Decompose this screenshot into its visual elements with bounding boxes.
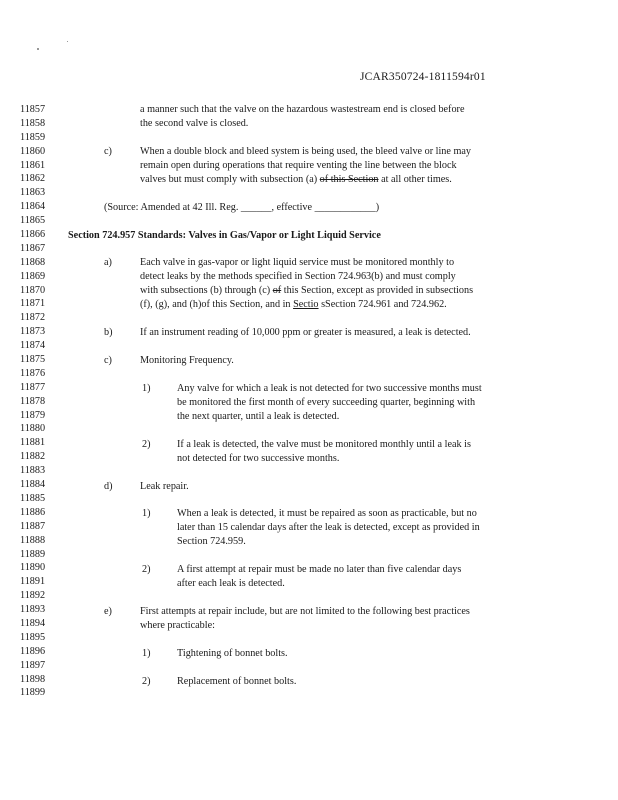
subsection-label: b) [104,327,113,338]
line-number: 11868 [20,256,46,268]
subsection-label: d) [104,481,113,492]
line-number: 11858 [20,117,46,129]
document-id-header: JCAR350724-1811594r01 [360,71,486,83]
line-number: 11863 [20,187,46,199]
line-number: 11857 [20,104,46,115]
paragraph-label: 1) [142,383,151,394]
text-line: Any valve for which a leak is not detected for two successive months must [177,383,482,394]
line-number: 11887 [20,520,46,532]
line-number: 11891 [20,576,46,588]
line-number: 11859 [20,131,46,143]
line-number: 11864 [20,201,46,213]
scan-speck [37,48,39,50]
text-line: When a leak is detected, it must be repaired as soon as practicable, but no [177,508,477,519]
line-number: 11866 [20,229,46,241]
line-number: 11897 [20,659,46,671]
text-line: Each valve in gas-vapor or light liquid service must be monitored monthly to [140,257,455,268]
text-line: the second valve is closed. [140,118,249,129]
paragraph-label: 2) [142,676,151,687]
text-line: Monitoring Frequency. [140,355,234,366]
line-number: 11889 [20,548,46,560]
paragraph-label: 2) [142,439,151,450]
line-number: 11867 [20,242,46,254]
text-line [140,173,452,187]
line-number: 11883 [20,465,46,477]
line-number: 11861 [20,159,46,171]
source-note: (Source: Amended at 42 Ill. Reg. ______, effective ____________) [104,202,380,213]
line-number: 11875 [20,354,46,366]
line-number: 11874 [20,340,46,352]
text-span: sSection 724.961 and 724.962. [318,299,447,310]
line-number: 11865 [20,215,46,227]
line-number: 11882 [20,451,46,463]
text-line: Section 724.959. [177,536,246,547]
struck-text: of this Section [319,174,379,185]
subsection-label: c) [104,146,112,157]
text-line [140,284,473,298]
text-line: not detected for two successive months. [177,453,340,464]
text-line: Leak repair. [140,481,189,492]
line-number: 11880 [20,423,46,435]
line-number: 11870 [20,284,46,296]
line-number: 11881 [20,437,46,449]
line-number: 11888 [20,534,46,546]
line-number: 11872 [20,312,46,324]
text-line: remain open during operations that require venting the line between the block [140,160,457,171]
line-number: 11877 [20,381,46,393]
subsection-label: a) [104,257,112,268]
line-number: 11860 [20,145,46,157]
text-line: If a leak is detected, the valve must be monitored monthly until a leak is [177,439,471,450]
text-line: detect leaks by the methods specified in Section 724.963(b) and must comply [140,271,456,282]
line-number: 11869 [20,270,46,282]
subsection-label: e) [104,606,112,617]
text-span: with subsections (b) through (c) [140,285,273,296]
line-number: 11896 [20,645,46,657]
text-line: later than 15 calendar days after the leak is detected, except as provided in [177,522,480,533]
text-line: a manner such that the valve on the hazardous wastestream end is closed before [140,104,465,115]
line-number: 11876 [20,367,46,379]
text-line: the next quarter, until a leak is detected. [177,411,340,422]
scan-speck [67,41,68,42]
text-line: where practicable: [140,620,215,631]
paragraph-label: 1) [142,508,151,519]
text-line: A first attempt at repair must be made no later than five calendar days [177,564,462,575]
text-line: If an instrument reading of 10,000 ppm or greater is measured, a leak is detected. [140,327,471,338]
line-number: 11871 [20,298,46,310]
line-number: 11885 [20,492,46,504]
line-number-column [20,103,60,700]
subsection-label: c) [104,355,112,366]
text-line: after each leak is detected. [177,578,285,589]
text-line: be monitored the first month of every succeeding quarter, beginning with [177,397,476,408]
line-number: 11873 [20,326,46,338]
line-number: 11899 [20,687,46,699]
text-span: valves but must comply with subsection (a) [140,174,320,185]
line-number: 11895 [20,631,46,643]
paragraph-label: 1) [142,648,151,659]
text-line: First attempts at repair include, but are not limited to the following best practices [140,606,470,617]
line-number: 11898 [20,673,46,685]
text-span: (f), (g), and (h)of this Section, and in [140,299,294,310]
text-span: at all other times. [378,174,452,185]
line-number: 11878 [20,395,46,407]
line-number: 11890 [20,562,46,574]
text-span: this Section, except as provided in subsections [281,285,474,296]
text-line: Replacement of bonnet bolts. [177,676,297,687]
line-number: 11879 [20,409,46,421]
underlined-text: Sectio [293,299,319,310]
text-line [140,298,447,312]
line-number: 11893 [20,604,46,616]
text-line: When a double block and bleed system is being used, the bleed valve or line may [140,146,471,157]
struck-text: of [272,285,282,296]
line-number: 11894 [20,617,46,629]
line-number: 11892 [20,590,46,602]
text-line: Tightening of bonnet bolts. [177,648,288,659]
line-number: 11862 [20,173,46,185]
section-heading: Section 724.957 Standards: Valves in Gas/Vapor or Light Liquid Service [68,230,381,241]
paragraph-label: 2) [142,564,151,575]
line-number: 11886 [20,506,46,518]
line-number: 11884 [20,479,46,491]
